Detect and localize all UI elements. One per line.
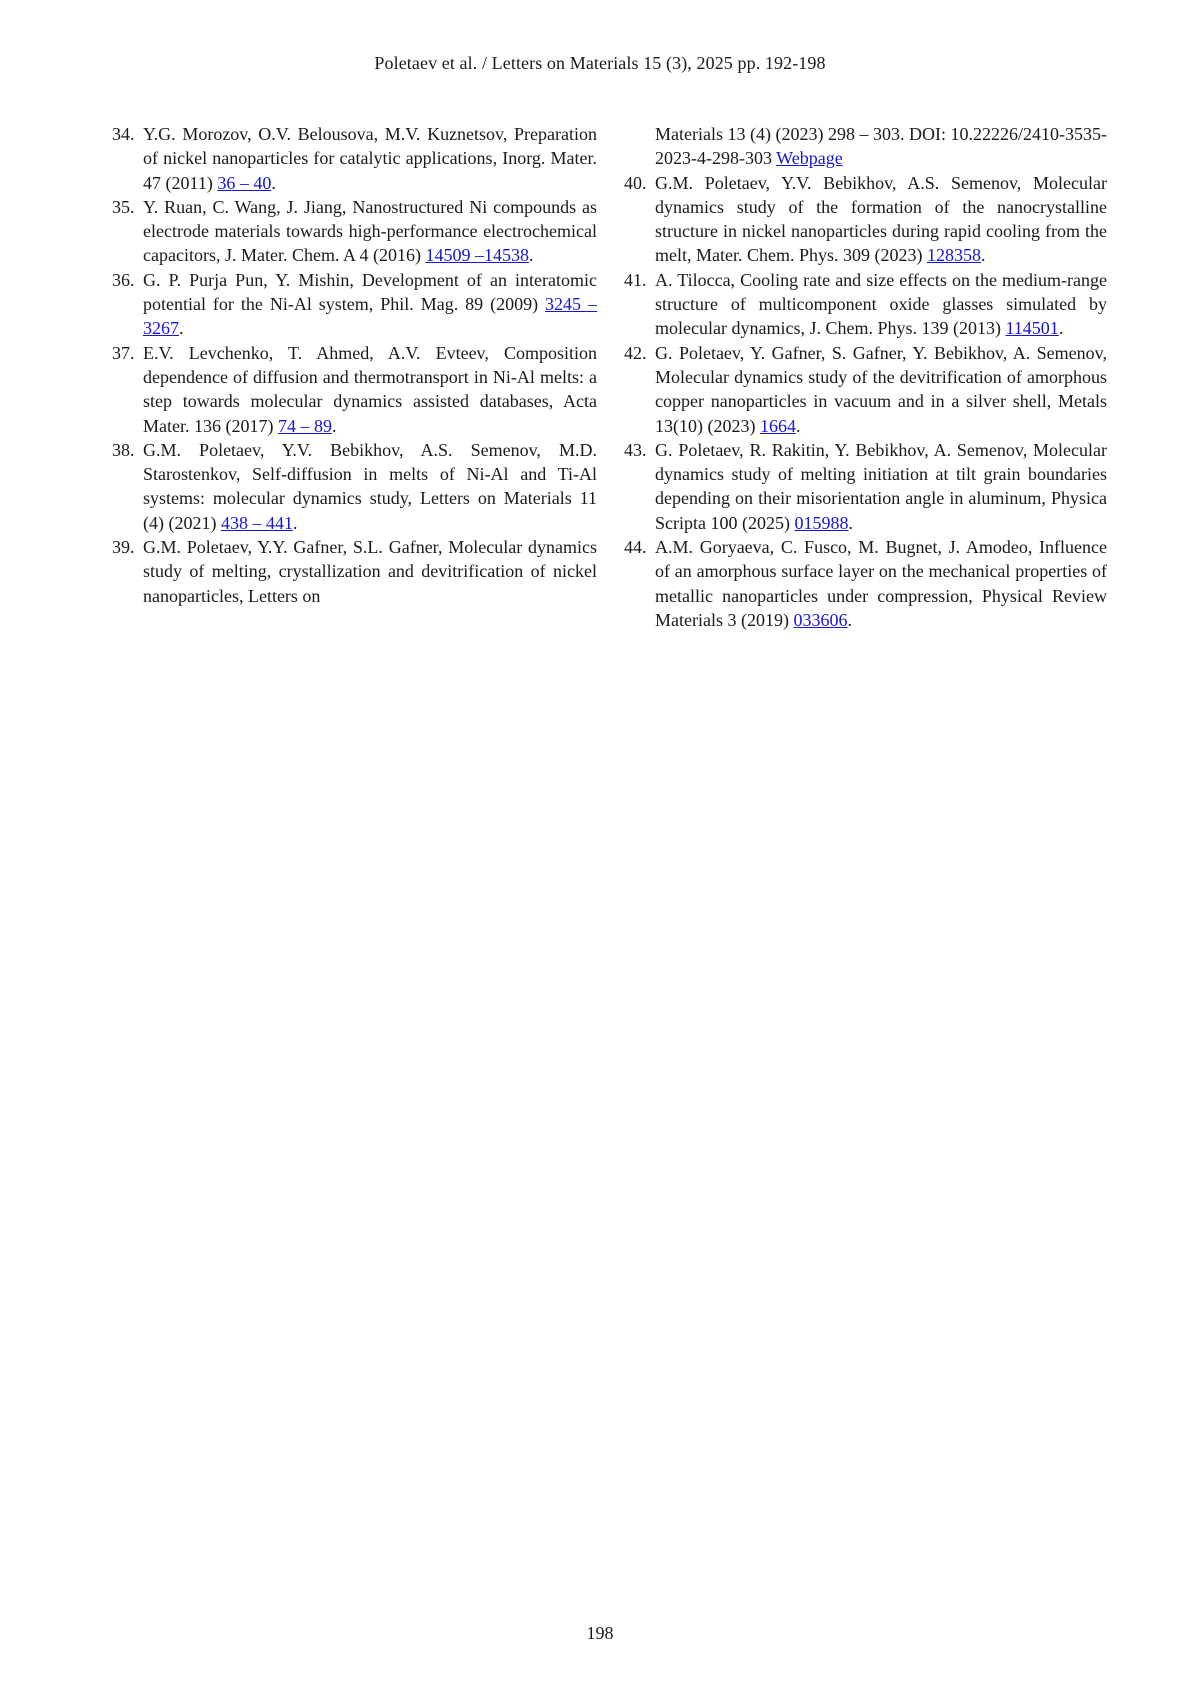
reference-list-left-column <box>112 122 597 608</box>
reference-text: A.M. Goryaeva, C. Fusco, M. Bugnet, J. Amodeo, Influence of an amorphous surface layer on the mechanical properties of metallic nanoparticles under compression, Physical Review Materials 3 (2019) <box>655 537 1107 630</box>
reference-text: G. P. Purja Pun, Y. Mishin, Development of an interatomic potential for the Ni-Al system, Phil. Mag. 89 (2009) <box>143 270 597 314</box>
reference-page-link[interactable]: 033606 <box>793 610 847 630</box>
reference-text: Y.G. Morozov, O.V. Belousova, M.V. Kuznetsov, Preparation of nickel nanoparticles for catalytic applications, Inorg. Mater. 47 (2011) <box>143 124 597 193</box>
reference-page-link[interactable]: 36 – 40 <box>217 173 271 193</box>
reference-tail: . <box>332 416 337 436</box>
reference-text: G. Poletaev, Y. Gafner, S. Gafner, Y. Bebikhov, A. Semenov, Molecular dynamics study of the devitrification of amorphous copper nanoparticles in vacuum and in a silver shell, Metals 13(10) (2023) <box>655 343 1107 436</box>
reference-tail: . <box>271 173 276 193</box>
reference-page-link[interactable]: 1664 <box>760 416 796 436</box>
reference-number: 44. <box>624 535 647 559</box>
reference-list-right-column <box>624 122 1107 632</box>
reference-text: G. Poletaev, R. Rakitin, Y. Bebikhov, A. Semenov, Molecular dynamics study of melting initiation at tilt grain boundaries depending on their misorientation angle in aluminum, Physica Scripta 100 (2025) <box>655 440 1107 533</box>
reference-item-41 <box>624 268 1107 341</box>
reference-tail: . <box>847 610 852 630</box>
reference-tail: . <box>179 318 184 338</box>
reference-tail: . <box>1059 318 1064 338</box>
reference-item-44 <box>624 535 1107 632</box>
reference-page-link[interactable]: 015988 <box>794 513 848 533</box>
reference-number: 37. <box>112 341 135 365</box>
reference-text: G.M. Poletaev, Y.V. Bebikhov, A.S. Semenov, Molecular dynamics study of the formation of the nanocrystalline structure in nickel nanoparticles during rapid cooling from the melt, Mater. Chem. Phys. 309 (2023) <box>655 173 1107 266</box>
reference-page-link[interactable]: 114501 <box>1005 318 1058 338</box>
reference-number: 40. <box>624 171 647 195</box>
reference-item-43 <box>624 438 1107 535</box>
reference-tail: . <box>293 513 298 533</box>
reference-number: 43. <box>624 438 647 462</box>
reference-item-37 <box>112 341 597 438</box>
reference-number: 41. <box>624 268 647 292</box>
reference-item-35 <box>112 195 597 268</box>
reference-item-42 <box>624 341 1107 438</box>
reference-item-39-continued <box>624 122 1107 171</box>
reference-text: G.M. Poletaev, Y.V. Bebikhov, A.S. Semenov, M.D. Starostenkov, Self-diffusion in melts of Ni-Al and Ti-Al systems: molecular dynamics study, Letters on Materials 11 (4) (2021) <box>143 440 597 533</box>
reference-number: 38. <box>112 438 135 462</box>
reference-page-link[interactable]: 74 – 89 <box>278 416 332 436</box>
reference-item-36 <box>112 268 597 341</box>
reference-number: 36. <box>112 268 135 292</box>
reference-number: 34. <box>112 122 135 146</box>
reference-webpage-link[interactable]: Webpage <box>776 148 843 168</box>
reference-tail: . <box>848 513 853 533</box>
reference-number: 42. <box>624 341 647 365</box>
reference-text: Y. Ruan, C. Wang, J. Jiang, Nanostructured Ni compounds as electrode materials towards high-performance electrochemical capacitors, J. Mater. Chem. A 4 (2016) <box>143 197 597 266</box>
running-head: Poletaev et al. / Letters on Materials 15 (3), 2025 pp. 192-198 <box>0 53 1200 74</box>
page-number: 198 <box>0 1623 1200 1644</box>
reference-number: 39. <box>112 535 135 559</box>
reference-page-link[interactable]: 128358 <box>927 245 981 265</box>
reference-tail: . <box>529 245 534 265</box>
reference-page-link[interactable]: 14509 –14538 <box>425 245 529 265</box>
reference-item-39 <box>112 535 597 608</box>
reference-tail: . <box>981 245 986 265</box>
reference-item-40 <box>624 171 1107 268</box>
reference-item-34 <box>112 122 597 195</box>
reference-text: Materials 13 (4) (2023) 298 – 303. DOI: 10.22226/2410-3535-2023-4-298-303 <box>655 124 1107 168</box>
reference-text: E.V. Levchenko, T. Ahmed, A.V. Evteev, Composition dependence of diffusion and thermotransport in Ni-Al melts: a step towards molecular dynamics assisted databases, Acta Mater. 136 (2017) <box>143 343 597 436</box>
reference-tail: . <box>796 416 801 436</box>
reference-text: G.M. Poletaev, Y.Y. Gafner, S.L. Gafner, Molecular dynamics study of melting, crystallization and devitrification of nickel nanoparticles, Letters on <box>143 537 597 606</box>
reference-page-link[interactable]: 438 – 441 <box>221 513 293 533</box>
reference-page-link[interactable]: 3245 – 3267 <box>143 294 597 338</box>
reference-number: 35. <box>112 195 135 219</box>
reference-text: A. Tilocca, Cooling rate and size effects on the medium-range structure of multicomponent oxide glasses simulated by molecular dynamics, J. Chem. Phys. 139 (2013) <box>655 270 1107 339</box>
reference-item-38 <box>112 438 597 535</box>
